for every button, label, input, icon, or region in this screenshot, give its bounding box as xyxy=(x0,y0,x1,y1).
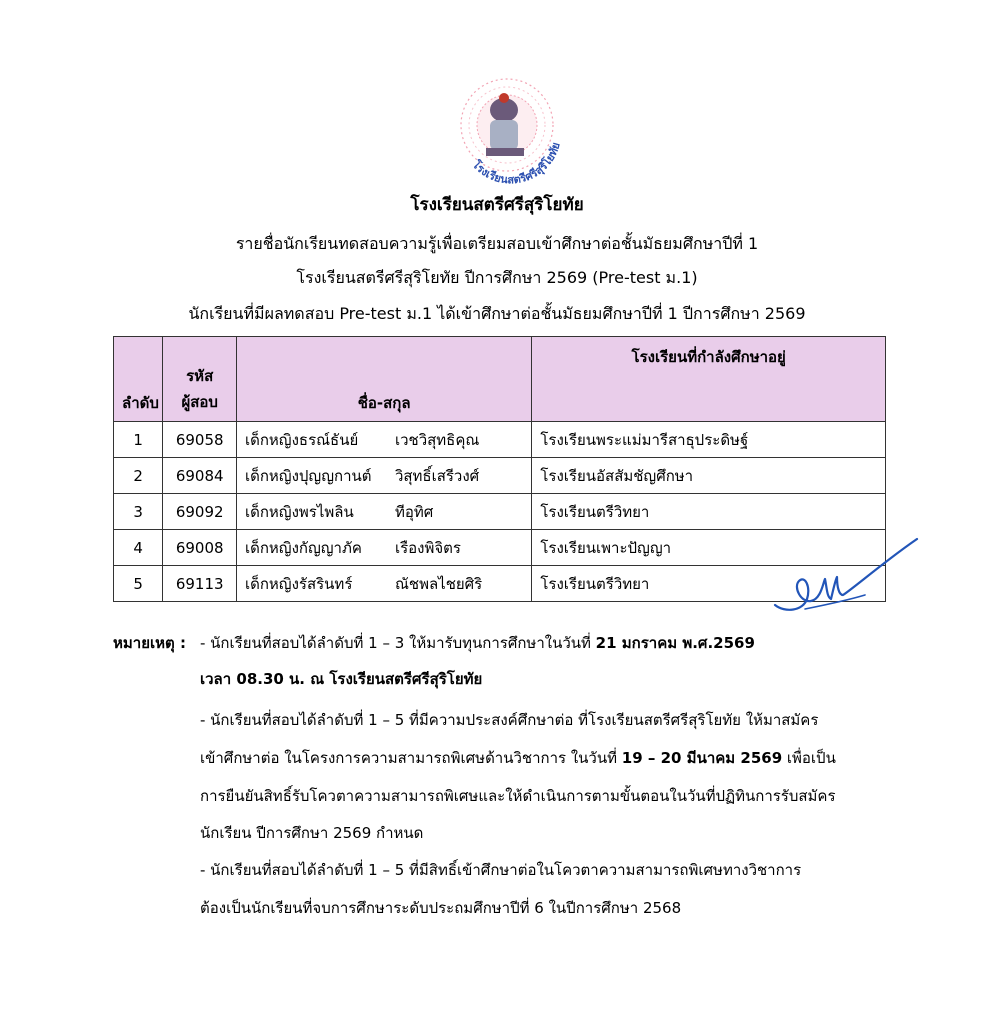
cell-id: 69113 xyxy=(163,566,237,602)
subtitle-line-2: โรงเรียนสตรีศรีสุริโยทัย ปีการศึกษา 2569 (Pre-test ม.1) xyxy=(296,268,698,287)
cell-name xyxy=(236,494,531,530)
cell-school: โรงเรียนตรีวิทยา xyxy=(532,494,886,530)
note-3-line-2: ต้องเป็นนักเรียนที่จบการศึกษาระดับประถมศึกษาปีที่ 6 ในปีการศึกษา 2568 xyxy=(200,899,682,917)
cell-id: 69092 xyxy=(163,494,237,530)
header-school: โรงเรียนที่กำลังศึกษาอยู่ xyxy=(532,337,886,422)
header-name: ชื่อ-สกุล xyxy=(236,337,531,422)
last-name: วิสุทธิ์เสรีวงศ์ xyxy=(394,466,480,485)
cell-school: โรงเรียนอัสสัมชัญศึกษา xyxy=(532,458,886,494)
cell-no: 1 xyxy=(114,422,163,458)
cell-id: 69084 xyxy=(163,458,237,494)
first-name: เด็กหญิงรัสรินทร์ xyxy=(244,574,353,593)
cell-school: โรงเรียนพระแม่มารีสาธุประดิษฐ์ xyxy=(532,422,886,458)
school-logo xyxy=(442,70,572,190)
logo-text: โรงเรียนสตรีศรีสุริโยทัย xyxy=(469,140,563,187)
cell-name xyxy=(236,422,531,458)
cell-name xyxy=(236,458,531,494)
cell-name xyxy=(236,566,531,602)
header-no: ลำดับ xyxy=(114,337,163,422)
header-id-line2: ผู้สอบ xyxy=(181,393,218,411)
cell-name xyxy=(236,530,531,566)
signature xyxy=(765,535,925,620)
note-2-suffix: เพื่อเป็น xyxy=(782,749,836,767)
note-2-line-3: การยืนยันสิทธิ์รับโควตาความสามารถพิเศษและให้ดำเนินการตามขั้นตอนในวันที่ปฏิทินการรับสมัคร xyxy=(200,787,836,805)
last-name: ณัชพลไชยศิริ xyxy=(394,574,483,593)
first-name: เด็กหญิงปุญญกานต์ xyxy=(244,466,372,485)
note-label: หมายเหตุ : xyxy=(113,634,186,652)
note-1-text: - นักเรียนที่สอบได้ลำดับที่ 1 – 3 ให้มารับทุนการศึกษาในวันที่ xyxy=(200,634,596,652)
first-name: เด็กหญิงพรไพลิน xyxy=(244,502,354,521)
cell-id: 69008 xyxy=(163,530,237,566)
note-1-line-1 xyxy=(200,632,755,654)
table-row xyxy=(114,422,886,458)
cell-school: โรงเรียนเพาะปัญญา xyxy=(532,530,886,566)
table-header-row xyxy=(114,337,886,422)
note-2-line-1: - นักเรียนที่สอบได้ลำดับที่ 1 – 5 ที่มีความประสงค์ศึกษาต่อ ที่โรงเรียนสตรีศรีสุริโยทัย ให้มาสมัคร xyxy=(200,711,819,729)
header-id xyxy=(163,337,237,422)
note-1-line-2: เวลา 08.30 น. ณ โรงเรียนสตรีศรีสุริโยทัย xyxy=(200,670,483,688)
last-name: เวชวิสุทธิคุณ xyxy=(394,430,480,449)
note-2-date: 19 – 20 มีนาคม 2569 xyxy=(621,749,783,767)
cell-no: 3 xyxy=(114,494,163,530)
cell-school: โรงเรียนตรีวิทยา xyxy=(532,566,886,602)
first-name: เด็กหญิงกัญญาภัค xyxy=(244,538,362,557)
table-row xyxy=(114,494,886,530)
subtitle-line-1: รายชื่อนักเรียนทดสอบความรู้เพื่อเตรียมสอบเข้าศึกษาต่อชั้นมัธยมศึกษาปีที่ 1 xyxy=(235,234,759,253)
subtitle-line-3: นักเรียนที่มีผลทดสอบ Pre-test ม.1 ได้เข้าศึกษาต่อชั้นมัธยมศึกษาปีที่ 1 ปีการศึกษา 2569 xyxy=(188,304,806,323)
first-name: เด็กหญิงธรณ์ธันย์ xyxy=(244,430,359,449)
last-name: ทีอุทิศ xyxy=(394,502,434,521)
cell-id: 69058 xyxy=(163,422,237,458)
note-1-date: 21 มกราคม พ.ศ.2569 xyxy=(595,634,755,652)
note-2-text: เข้าศึกษาต่อ ในโครงการความสามารถพิเศษด้านวิชาการ ในวันที่ xyxy=(200,749,622,767)
cell-no: 4 xyxy=(114,530,163,566)
cell-no: 5 xyxy=(114,566,163,602)
header-id-line1: รหัส xyxy=(186,367,214,385)
note-2-line-2 xyxy=(200,747,836,769)
cell-no: 2 xyxy=(114,458,163,494)
note-2-line-4: นักเรียน ปีการศึกษา 2569 กำหนด xyxy=(200,824,424,842)
table-row xyxy=(114,458,886,494)
school-title: โรงเรียนสตรีศรีสุริโยทัย xyxy=(410,195,584,215)
last-name: เรืองพิจิตร xyxy=(394,538,461,557)
note-3-line-1: - นักเรียนที่สอบได้ลำดับที่ 1 – 5 ที่มีสิทธิ์เข้าศึกษาต่อในโควตาความสามารถพิเศษทางวิชาการ xyxy=(200,861,802,879)
